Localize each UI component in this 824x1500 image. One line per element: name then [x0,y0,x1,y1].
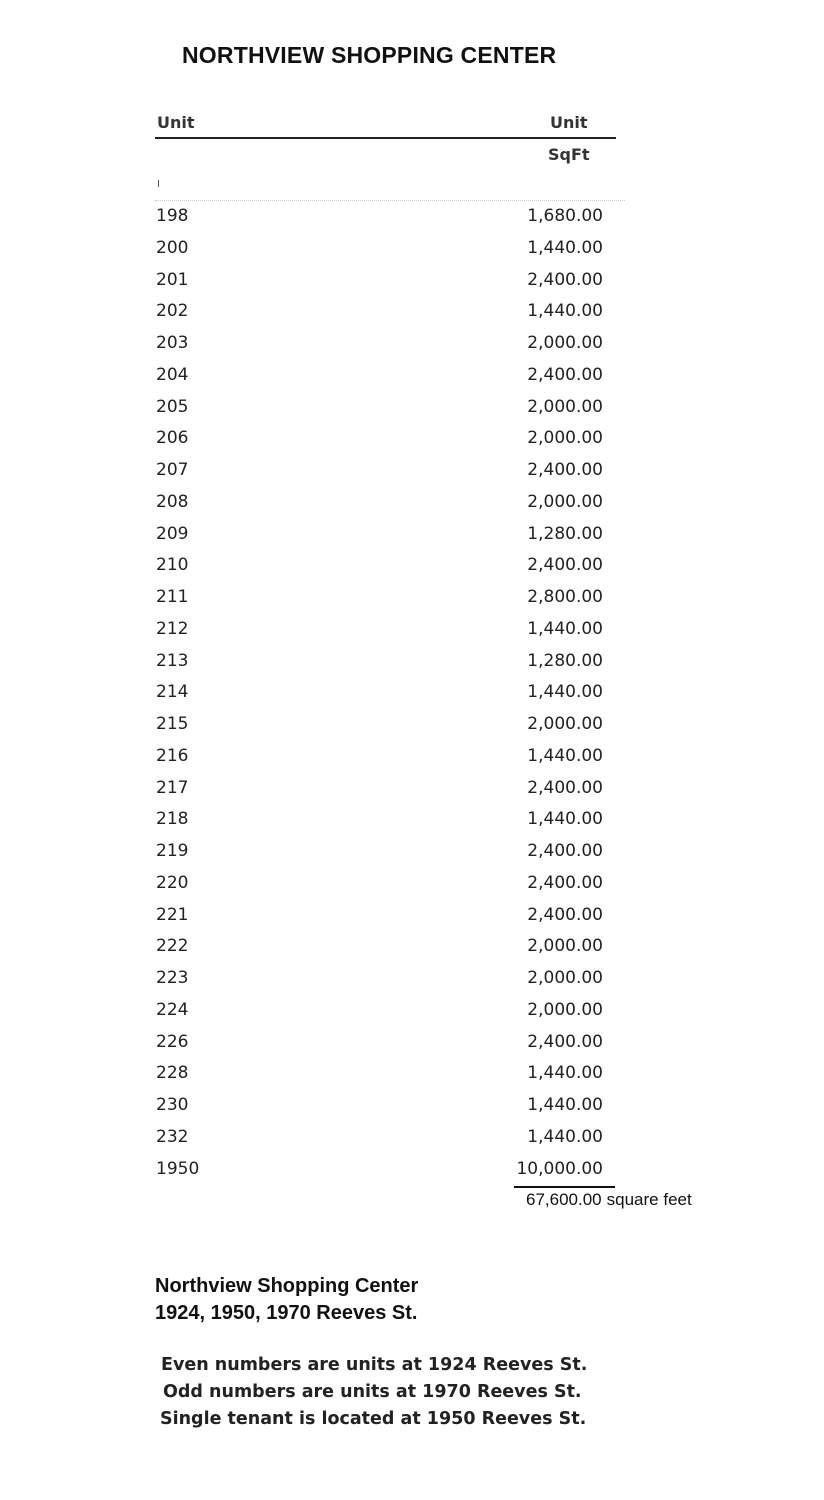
unit-sqft: 1,680.00 [527,206,603,226]
total-value: 67,600.00 [526,1190,602,1209]
note-single-tenant: Single tenant is located at 1950 Reeves St. [160,1409,587,1429]
unit-number: 215 [156,714,189,734]
unit-number: 224 [156,999,189,1020]
table-row [0,551,824,583]
table-row [0,869,824,901]
unit-sqft: 2,400.00 [527,1031,603,1052]
header-rule [155,137,616,139]
unit-number: 1950 [156,1158,200,1179]
unit-sqft: 2,400.00 [527,841,603,861]
unit-sqft: 1,440.00 [527,1063,603,1084]
unit-sqft: 1,440.00 [527,809,603,830]
unit-number: 200 [156,237,189,258]
location-name: Northview Shopping Center [155,1275,419,1297]
unit-number: 212 [156,618,189,639]
table-row [0,202,824,234]
unit-number: 226 [156,1031,189,1052]
table-row [0,266,824,298]
table-row [0,520,824,552]
table-row [0,361,824,393]
unit-number: 217 [156,777,189,798]
table-row [0,456,824,488]
column-header-unit-sqft-line1: Unit [550,113,588,132]
unit-sqft: 2,800.00 [527,587,603,607]
unit-sqft: 2,000.00 [527,428,603,449]
unit-sqft: 1,440.00 [527,618,603,639]
note-even-units: Even numbers are units at 1924 Reeves St. [161,1355,588,1375]
table-row [0,1123,824,1155]
table-row [0,297,824,329]
page-title: NORTHVIEW SHOPPING CENTER [182,42,557,68]
dotted-divider [155,200,625,201]
unit-sqft: 2,400.00 [527,364,603,385]
unit-sqft: 1,280.00 [527,523,603,544]
table-row [0,964,824,996]
unit-number: 204 [156,364,189,385]
table-row [0,837,824,869]
unit-sqft: 2,000.00 [527,714,603,734]
table-row [0,742,824,774]
unit-sqft: 1,440.00 [527,1095,603,1115]
column-header-unit-sqft-line2: SqFt [548,145,590,164]
unit-sqft: 2,400.00 [527,555,603,576]
unit-sqft: 2,400.00 [527,872,603,893]
unit-sqft: 1,440.00 [527,301,603,322]
column-header-unit: Unit [157,113,195,132]
unit-number: 223 [156,968,189,988]
unit-sqft: 2,400.00 [527,904,603,925]
unit-sqft: 1,440.00 [527,682,603,703]
table-row [0,901,824,933]
table-row [0,932,824,964]
total-sqft [526,1190,692,1210]
unit-number: 221 [156,904,189,925]
table-row [0,805,824,837]
unit-sqft: 1,440.00 [527,745,603,766]
table-row [0,1059,824,1091]
unit-number: 228 [156,1063,189,1084]
unit-number: 209 [156,523,189,544]
unit-number: 208 [156,491,189,512]
note-odd-units: Odd numbers are units at 1970 Reeves St. [163,1382,582,1402]
scan-mark [158,180,159,187]
unit-number: 210 [156,555,189,576]
unit-number: 203 [156,333,189,353]
unit-sqft: 2,000.00 [527,999,603,1020]
table-row [0,424,824,456]
unit-number: 202 [156,301,189,322]
location-addresses: 1924, 1950, 1970 Reeves St. [155,1302,418,1324]
table-row [0,996,824,1028]
unit-number: 206 [156,428,189,449]
unit-number: 198 [156,206,189,226]
unit-number: 218 [156,809,189,830]
units-table-body [0,202,824,1186]
total-unit-label: square feet [606,1190,692,1209]
table-row [0,774,824,806]
table-row [0,647,824,679]
unit-sqft: 2,000.00 [527,333,603,353]
unit-number: 219 [156,841,189,861]
table-row [0,1028,824,1060]
unit-sqft: 2,400.00 [527,777,603,798]
table-row [0,710,824,742]
unit-sqft: 2,400.00 [527,460,603,480]
unit-number: 222 [156,936,189,957]
unit-sqft: 2,000.00 [527,936,603,957]
unit-number: 205 [156,396,189,417]
unit-sqft: 10,000.00 [516,1158,603,1179]
table-row [0,393,824,425]
unit-number: 216 [156,745,189,766]
unit-number: 211 [156,587,189,607]
table-row [0,1091,824,1123]
unit-number: 213 [156,650,189,671]
unit-sqft: 2,400.00 [527,269,603,290]
unit-sqft: 2,000.00 [527,396,603,417]
table-row [0,329,824,361]
unit-number: 220 [156,872,189,893]
unit-number: 201 [156,269,189,290]
unit-sqft: 1,280.00 [527,650,603,671]
unit-number: 232 [156,1126,189,1147]
table-row [0,488,824,520]
total-rule [514,1186,615,1188]
unit-number: 207 [156,460,189,480]
unit-number: 230 [156,1095,189,1115]
unit-sqft: 1,440.00 [527,237,603,258]
unit-sqft: 1,440.00 [527,1126,603,1147]
unit-sqft: 2,000.00 [527,968,603,988]
table-row [0,615,824,647]
table-row [0,234,824,266]
table-row [0,678,824,710]
table-row [0,1155,824,1187]
unit-sqft: 2,000.00 [527,491,603,512]
table-row [0,583,824,615]
unit-number: 214 [156,682,189,703]
